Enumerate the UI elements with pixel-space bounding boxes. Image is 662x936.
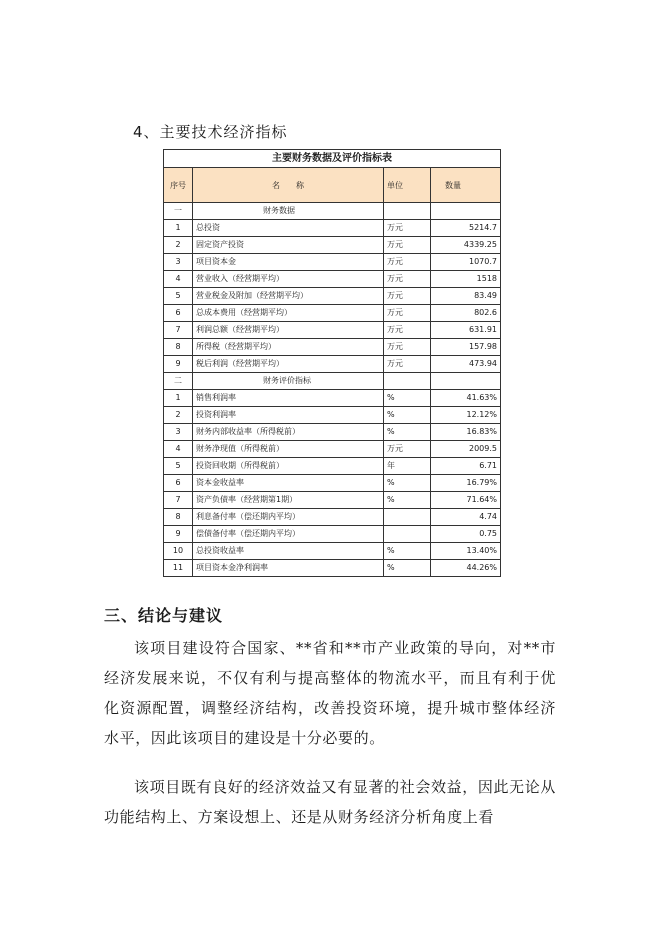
cell-unit (384, 373, 431, 390)
cell-name: 项目资本金 (193, 254, 384, 271)
cell-unit (384, 526, 431, 543)
cell-no: 5 (164, 288, 193, 305)
cell-value: 4339.25 (431, 237, 501, 254)
cell-name: 税后利润（经营期平均） (193, 356, 384, 373)
table-row (164, 424, 501, 441)
financial-indicators-table (163, 149, 501, 577)
cell-value: 16.83% (431, 424, 501, 441)
header-unit: 单位 (384, 168, 431, 203)
table-row (164, 475, 501, 492)
cell-unit: % (384, 424, 431, 441)
cell-unit: % (384, 543, 431, 560)
cell-name: 利息备付率（偿还期内平均） (193, 509, 384, 526)
cell-no: 一 (164, 203, 193, 220)
cell-no: 1 (164, 220, 193, 237)
cell-unit: % (384, 492, 431, 509)
header-no: 序号 (164, 168, 193, 203)
cell-value: 2009.5 (431, 441, 501, 458)
cell-name: 投资利润率 (193, 407, 384, 424)
cell-name: 销售利润率 (193, 390, 384, 407)
cell-value: 1518 (431, 271, 501, 288)
cell-name: 资产负债率（经营期第1期） (193, 492, 384, 509)
cell-unit: 年 (384, 458, 431, 475)
conclusion-paragraph-2: 该项目既有良好的经济效益又有显著的社会效益，因此无论从功能结构上、方案设想上、还是从财务经济分析角度上看 (104, 778, 556, 826)
table-row (164, 526, 501, 543)
table-row (164, 339, 501, 356)
cell-value (431, 373, 501, 390)
conclusion-paragraph-1: 该项目建设符合国家、**省和**市产业政策的导向，对**市经济发展来说，不仅有利与提高整体的物流水平，而且有利于优化资源配置，调整经济结构，改善投资环境，提升城市整体经济水平，因此该项目的建设是十分必要的。 (104, 639, 556, 747)
cell-value: 12.12% (431, 407, 501, 424)
cell-value: 1070.7 (431, 254, 501, 271)
cell-name: 利润总额（经营期平均） (193, 322, 384, 339)
cell-name: 项目资本金净利润率 (193, 560, 384, 577)
cell-name: 财务评价指标 (193, 373, 384, 390)
cell-name: 所得税（经营期平均） (193, 339, 384, 356)
table-row (164, 458, 501, 475)
cell-value: 83.49 (431, 288, 501, 305)
cell-value: 5214.7 (431, 220, 501, 237)
cell-no: 6 (164, 475, 193, 492)
cell-unit: % (384, 475, 431, 492)
cell-unit: 万元 (384, 339, 431, 356)
table-header-row (164, 168, 501, 203)
table-row (164, 441, 501, 458)
cell-no: 9 (164, 526, 193, 543)
cell-name: 总成本费用（经营期平均） (193, 305, 384, 322)
cell-value (431, 203, 501, 220)
cell-unit: % (384, 407, 431, 424)
cell-no: 9 (164, 356, 193, 373)
cell-no: 7 (164, 492, 193, 509)
cell-no: 10 (164, 543, 193, 560)
cell-unit: 万元 (384, 288, 431, 305)
cell-unit: % (384, 560, 431, 577)
cell-name: 固定资产投资 (193, 237, 384, 254)
cell-value: 41.63% (431, 390, 501, 407)
cell-no: 二 (164, 373, 193, 390)
cell-name: 营业税金及附加（经营期平均） (193, 288, 384, 305)
cell-no: 11 (164, 560, 193, 577)
table-row (164, 254, 501, 271)
table-body (164, 203, 501, 577)
cell-unit (384, 203, 431, 220)
header-name: 名 称 (193, 168, 384, 203)
cell-value: 16.79% (431, 475, 501, 492)
cell-name: 资本金收益率 (193, 475, 384, 492)
table-row (164, 407, 501, 424)
cell-no: 5 (164, 458, 193, 475)
cell-no: 2 (164, 407, 193, 424)
cell-no: 3 (164, 254, 193, 271)
cell-unit: 万元 (384, 441, 431, 458)
table-row (164, 509, 501, 526)
cell-name: 财务净现值（所得税前） (193, 441, 384, 458)
cell-unit: % (384, 390, 431, 407)
cell-name: 偿债备付率（偿还期内平均） (193, 526, 384, 543)
cell-name: 营业收入（经营期平均） (193, 271, 384, 288)
table-row (164, 220, 501, 237)
table-row (164, 305, 501, 322)
cell-no: 8 (164, 509, 193, 526)
cell-no: 8 (164, 339, 193, 356)
header-value: 数量 (431, 168, 501, 203)
cell-no: 3 (164, 424, 193, 441)
table-group-row (164, 373, 501, 390)
table-row (164, 322, 501, 339)
cell-no: 7 (164, 322, 193, 339)
table-row (164, 237, 501, 254)
cell-name: 总投资收益率 (193, 543, 384, 560)
table-row (164, 271, 501, 288)
cell-name: 总投资 (193, 220, 384, 237)
cell-value: 4.74 (431, 509, 501, 526)
cell-no: 6 (164, 305, 193, 322)
cell-name: 财务内部收益率（所得税前） (193, 424, 384, 441)
table-row (164, 288, 501, 305)
cell-unit: 万元 (384, 220, 431, 237)
table-row (164, 390, 501, 407)
cell-name: 财务数据 (193, 203, 384, 220)
table-row (164, 543, 501, 560)
table-caption: 主要财务数据及评价指标表 (163, 149, 501, 167)
table-row (164, 560, 501, 577)
cell-value: 631.91 (431, 322, 501, 339)
cell-no: 4 (164, 271, 193, 288)
cell-value: 13.40% (431, 543, 501, 560)
cell-no: 4 (164, 441, 193, 458)
cell-unit (384, 509, 431, 526)
table-row (164, 492, 501, 509)
cell-value: 71.64% (431, 492, 501, 509)
cell-value: 802.6 (431, 305, 501, 322)
cell-value: 157.98 (431, 339, 501, 356)
cell-value: 473.94 (431, 356, 501, 373)
cell-unit: 万元 (384, 254, 431, 271)
cell-no: 1 (164, 390, 193, 407)
cell-unit: 万元 (384, 322, 431, 339)
table-row (164, 356, 501, 373)
cell-no: 2 (164, 237, 193, 254)
cell-unit: 万元 (384, 356, 431, 373)
cell-unit: 万元 (384, 305, 431, 322)
cell-value: 0.75 (431, 526, 501, 543)
section-3-title: 三、结论与建议 (104, 606, 224, 625)
cell-unit: 万元 (384, 237, 431, 254)
cell-value: 6.71 (431, 458, 501, 475)
section-4-title: 4、主要技术经济指标 (133, 123, 288, 141)
cell-unit: 万元 (384, 271, 431, 288)
financial-table-container (163, 149, 501, 577)
table-group-row (164, 203, 501, 220)
cell-name: 投资回收期（所得税前） (193, 458, 384, 475)
cell-value: 44.26% (431, 560, 501, 577)
